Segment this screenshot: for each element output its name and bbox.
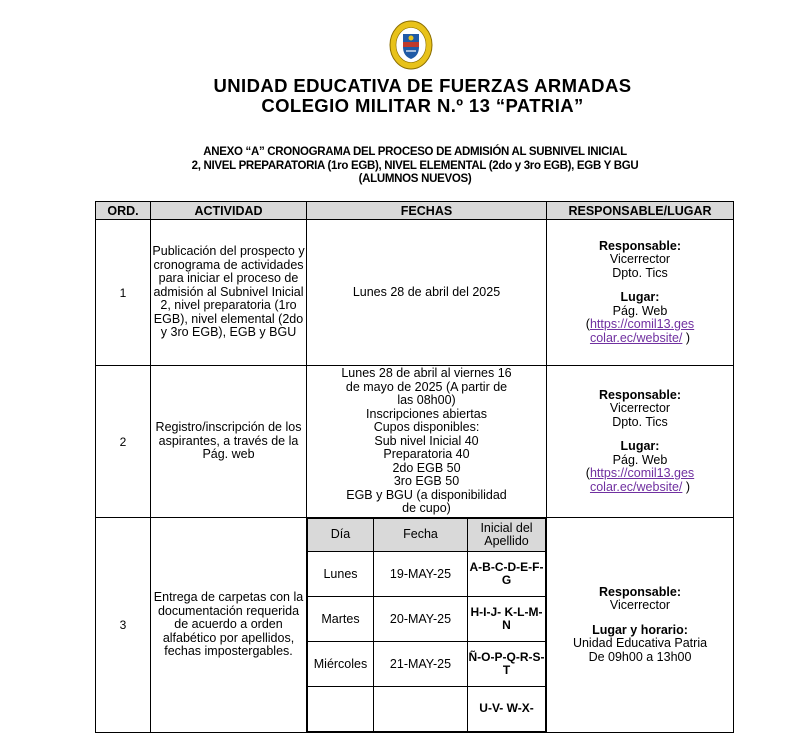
schedule-date xyxy=(374,687,468,732)
row-dates: Lunes 28 de abril del 2025 xyxy=(307,220,547,366)
link-paren: ( xyxy=(585,317,590,332)
place-label: Lugar: xyxy=(620,290,660,305)
row-ord: 3 xyxy=(96,518,151,733)
schedule-row xyxy=(308,552,546,597)
schedule-day: Martes xyxy=(308,597,374,642)
responsible-name: Vicerrector xyxy=(609,252,671,267)
date-line: Sub nivel Inicial 40 xyxy=(374,433,479,448)
date-line: Preparatoria 40 xyxy=(383,447,470,462)
annex-title-line: (ALUMNOS NUEVOS) xyxy=(358,173,472,185)
schedule-row xyxy=(308,597,546,642)
row-responsible xyxy=(547,220,734,366)
school-crest-icon xyxy=(389,20,433,70)
date-line: EGB y BGU (a disponibilidad xyxy=(346,487,507,502)
annex-title-line: ANEXO “A” CRONOGRAMA DEL PROCESO DE ADMISIÓN AL SUBNIVEL INICIAL xyxy=(203,146,627,158)
table-row xyxy=(96,518,734,733)
date-line: de mayo de 2025 (A partir de xyxy=(345,379,508,394)
date-line: 2do EGB 50 xyxy=(392,460,461,475)
link-paren: ) xyxy=(682,330,691,345)
schedule-initials: H-I-J- K-L-M-N xyxy=(468,597,546,642)
responsible-label: Responsable: xyxy=(599,584,681,599)
place-name: Pág. Web xyxy=(612,452,668,467)
date-line: Cupos disponibles: xyxy=(373,420,480,435)
website-link[interactable]: https://comil13.ges xyxy=(589,317,695,332)
table-row xyxy=(96,366,734,518)
link-paren: ) xyxy=(682,479,691,494)
row-activity: Publicación del prospecto y cronograma de actividades para iniciar el proceso de admisión al Subnivel Inicial 2, nivel preparatoria (1ro EGB), nivel elemental (2do y 3ro EGB), EGB y BGU xyxy=(151,220,307,366)
schedule-header-initial: Inicial del Apellido xyxy=(468,519,546,552)
schedule-date: 21-MAY-25 xyxy=(374,642,468,687)
school-subtitle: COLEGIO MILITAR N.º 13 “PATRIA” xyxy=(261,95,584,116)
row-responsible xyxy=(547,518,734,733)
schedule-initials: A-B-C-D-E-F-G xyxy=(468,552,546,597)
row-activity: Entrega de carpetas con la documentación requerida de acuerdo a orden alfabético por apellidos, fechas impostergables. xyxy=(151,518,307,733)
responsible-name: Vicerrector xyxy=(609,598,671,613)
schedule-table xyxy=(95,201,734,733)
place-name: Pág. Web xyxy=(612,303,668,318)
schedule-hours: De 09h00 a 13h00 xyxy=(588,649,692,664)
schedule-header-day: Día xyxy=(308,519,374,552)
row-dates xyxy=(307,366,547,518)
responsible-dept: Dpto. Tics xyxy=(612,265,668,280)
schedule-initials: Ñ-O-P-Q-R-S-T xyxy=(468,642,546,687)
row-ord: 1 xyxy=(96,220,151,366)
place-label: Lugar y horario: xyxy=(592,622,688,637)
date-line: de cupo) xyxy=(402,501,451,516)
schedule-day: Lunes xyxy=(308,552,374,597)
date-line: Inscripciones abiertas xyxy=(366,406,487,421)
schedule-date: 20-MAY-25 xyxy=(374,597,468,642)
column-header-ord: ORD. xyxy=(96,202,151,220)
annex-title-line: 2, NIVEL PREPARATORIA (1ro EGB), NIVEL ELEMENTAL (2do y 3ro EGB), EGB Y BGU xyxy=(191,159,639,172)
schedule-initials: U-V- W-X- xyxy=(468,687,546,732)
column-header-fechas: FECHAS xyxy=(307,202,547,220)
row-dates xyxy=(307,518,547,733)
table-header-row xyxy=(96,202,734,220)
place-label: Lugar: xyxy=(620,439,660,454)
place-name: Unidad Educativa Patria xyxy=(572,636,708,651)
responsible-dept: Dpto. Tics xyxy=(612,414,668,429)
row-activity: Registro/inscripción de los aspirantes, a través de la Pág. web xyxy=(151,366,307,518)
schedule-day: Miércoles xyxy=(308,642,374,687)
column-header-responsable: RESPONSABLE/LUGAR xyxy=(547,202,734,220)
responsible-name: Vicerrector xyxy=(609,401,671,416)
schedule-header-date: Fecha xyxy=(374,519,468,552)
row-responsible xyxy=(547,366,734,518)
website-link[interactable]: colar.ec/website/ xyxy=(589,479,683,494)
column-header-actividad: ACTIVIDAD xyxy=(151,202,307,220)
website-link[interactable]: colar.ec/website/ xyxy=(589,330,683,345)
schedule-header-row xyxy=(308,519,546,552)
schedule-row xyxy=(308,642,546,687)
annex-title xyxy=(125,146,705,187)
date-line: 3ro EGB 50 xyxy=(393,474,460,489)
date-line: Lunes 28 de abril al viernes 16 xyxy=(341,366,512,381)
responsible-label: Responsable: xyxy=(599,387,681,402)
row-ord: 2 xyxy=(96,366,151,518)
schedule-row xyxy=(308,687,546,732)
delivery-schedule-table xyxy=(307,518,546,732)
schedule-date: 19-MAY-25 xyxy=(374,552,468,597)
website-link[interactable]: https://comil13.ges xyxy=(589,466,695,481)
link-paren: ( xyxy=(585,466,590,481)
date-line: las 08h00) xyxy=(397,393,456,408)
responsible-label: Responsable: xyxy=(599,238,681,253)
school-name-title: UNIDAD EDUCATIVA DE FUERZAS ARMADAS xyxy=(213,75,632,96)
schedule-day xyxy=(308,687,374,732)
table-row xyxy=(96,220,734,366)
